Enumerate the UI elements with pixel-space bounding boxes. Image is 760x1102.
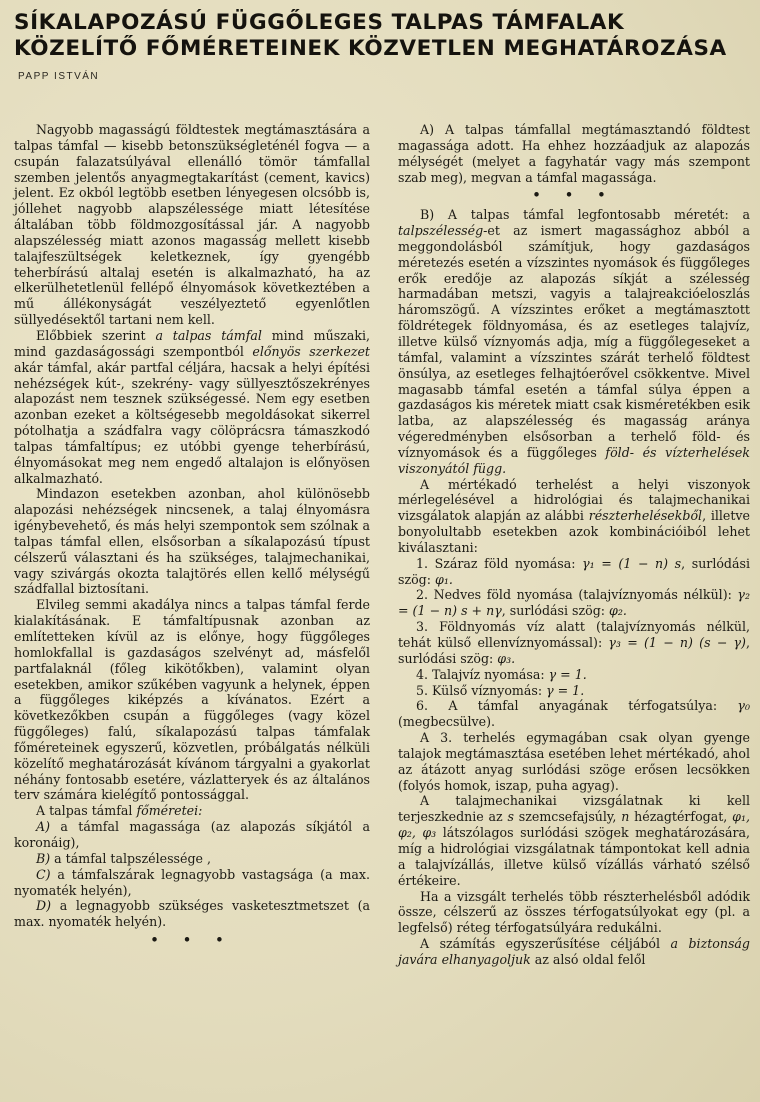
- title-line-1: SÍKALAPOZÁSÚ FÜGGŐLEGES TALPAS TÁMFALAK: [14, 10, 625, 35]
- list-item: D) a legnagyobb szükséges vasketesztmetszet (a max. nyomaték helyén).: [14, 898, 370, 930]
- right-column: [398, 122, 750, 968]
- paragraph: Előbbiek szerint a talpas támfal mind műszaki, mind gazdaságossági szempontból előnyös szerkezet akár támfal, akár partfal céljára, hacsak a helyi építési nehézségek kút-, szekrény- vagy süllyesztőszekrényes alapozást nem tesznek szükségessé. Nem egy esetben azonban ezeket a költségesebb megoldásokat sikerrel pótolhatja a szádfalra vagy cölöprácsra támaszkodó talpas támfaltípus; ez utóbbi gyenge teherbírású, élnyomásokat meg nem engedő altalajon is előnyösen alkalmazható.: [14, 327, 370, 486]
- paragraph: A) A talpas támfallal megtámasztandó földtest magassága adott. Ha ehhez hozzáadjuk az alapozás mélységét (melyet a fagyhatár vagy más szempont szab meg), megvan a támfal magassága.: [398, 122, 750, 185]
- paragraph: A 3. terhelés egymagában csak olyan gyenge talajok megtámasztása esetében lehet mértékadó, ahol az átázott anyag surlódási szöge erősen lecsökken (folyós homok, iszap, puha agyag).: [398, 730, 750, 793]
- list-item: 6. A támfal anyagának térfogatsúlya: γ₀ (megbecsülve).: [398, 698, 750, 730]
- article-title: [14, 10, 754, 62]
- list-item: 2. Nedves föld nyomása (talajvíznyomás nélkül): γ₂ = (1 − n) s + nγ, surlódási szög: φ₂.: [398, 587, 750, 619]
- list-item: 1. Száraz föld nyomása: γ₁ = (1 − n) s, surlódási szög: φ₁.: [398, 555, 750, 587]
- list-item: 5. Külső víznyomás: γ = 1.: [416, 682, 585, 698]
- list-item: 3. Földnyomás víz alatt (talajvíznyomás nélkül, tehát külső ellenvíznyomással): γ₃ = (1 − n) (s − γ), surlódási szög: φ₃.: [398, 619, 750, 666]
- section-divider: • • •: [532, 187, 616, 203]
- paragraph: Ha a vizsgált terhelés több részterhelésből adódik össze, célszerű az összes térfogatsúlyokat egy (pl. a legfelső) réteg térfogatsúlyára redukálni.: [398, 888, 750, 936]
- title-line-2: KÖZELÍTŐ FŐMÉRETEINEK KÖZVETLEN MEGHATÁROZÁSA: [14, 36, 727, 61]
- paragraph: A számítás egyszerűsítése céljából a biztonság javára elhanyagoljuk az alsó oldal felől: [398, 936, 750, 967]
- author-name: PAPP ISTVÁN: [18, 71, 100, 82]
- paragraph: A mértékadó terhelést a helyi viszonyok mérlegelésével a hidrológiai és talajmechanikai vizsgálatok alapján az alábbi részterhelésekből, illetve bonyolultabb esetekben azok kombinációiból lehet kiválasztani:: [398, 476, 751, 555]
- load-case-list: [398, 556, 750, 730]
- list-item: 4. Talajvíz nyomása: γ = 1.: [416, 666, 587, 682]
- paragraph: Nagyobb magasságú földtestek megtámasztására a talpas támfal — kisebb betonszükségleténél fogva — a csupán falazatsúlyával ellenálló tömör támfallal szemben jelentős anyagmegtakarítást (cement, kavics) jelent. Ez okból legtöbb esetben lényegesen olcsóbb is, jóllehet nagyobb alapszélessége miatt létesítése általában több földmozgosítással jár. A nagyobb alapszélesség miatt azonos magasság mellett kisebb talajfeszültségek keletkeznek, így gyengébb teherbírású altalaj esetén is alkalmazható, ha az elkerülhetetlenül fellépő élnyomások következtében a mű állékonyságát veszélyeztető egyenlőtlen süllyedésektől tartani nem kell.: [14, 122, 370, 328]
- list-item: C) a támfalszárak legnagyobb vastagsága (a max. nyomaték helyén),: [14, 866, 370, 898]
- paragraph: Elvileg semmi akadálya nincs a talpas támfal ferde kialakításának. E támfaltípusnak azonban az említetteken kívül az is előnye, hogy függőleges homlokfallal is gazdaságos szelvényt ad, másfelől partfalaknál (főleg kikötőkben), valamint olyan esetekben, amikor szűkében vagyunk a helynek, éppen a függőleges kiképzés a kívánatos. Ezért a következőkben csupán a függőleges (vagy közel függőleges) falú, síkalapozású talpas támfalak főméreteinek egyszerű, közvetlen, próbálgatás nélküli közelítő meghatározását kívánom tárgyalni a gyakorlat néhány fontosabb esetére, vázlatteryek és az általános terv számára kielégítő pontossággal.: [14, 597, 370, 803]
- section-divider: • • •: [150, 932, 234, 948]
- paragraph: A talpas támfal főméretei:: [36, 803, 203, 819]
- paragraph: A talajmechanikai vizsgálatnak ki kell terjeszkednie az s szemcsefajsúly, n hézagtérfogat, φ₁, φ₂, φ₃ látszólagos surlódási szögek meghatározására, míg a hidrológiai vizsgálatnak támpontokat kell adnia a talajvízállás, illetve külső vízállás várható szélső értékeire.: [398, 793, 750, 888]
- paragraph: B) A talpas támfal legfontosabb méretét: a talpszélesség-et az ismert magassághoz abból a meggondolásból számítjuk, hogy gazdaságos méretezés esetén a vízszintes nyomások és függőleges erők eredője az alapozás síkját a szélesség harmadában metszi, vagyis a talajreakcióeloszlás háromszögű. A vízszintes erőket a megtámasztott földrétegek földnyomása, és az esetleges talajvíz, illetve külső víznyomás adja, míg a függőlegeseket a támfal, valamint a vízszintes szárát terhelő földtest önsúlya, az esetleges felhajtóerővel csökkentve. Mivel magasabb támfal esetén a támfal súlya éppen a gazdaságos kis méretek miatt csak kisméretékben esik latba, az alapszélesség és magasság aránya végeredményben elsősorban a terhelő föld- és víznyomások és a függőleges föld- és vízterhelések viszonyától függ.: [398, 207, 750, 476]
- paragraph: Mindazon esetekben azonban, ahol különösebb alapozási nehézségek nincsenek, a talaj élnyomásra igénybevehető, és más helyi szempontok sem szólnak a talpas támfal ellen, elsősorban a síkalapozású típust célszerű választani és ha szükséges, talajmechanikai, vagy szivárgás okozta talajtörés ellen kellő mélységű szádfallal biztosítani.: [14, 486, 370, 597]
- left-column: [14, 122, 370, 952]
- list-item: B) a támfal talpszélessége ,: [36, 850, 211, 866]
- list-item: A) a támfal magassága (az alapozás síkjától a koronáig),: [14, 819, 370, 850]
